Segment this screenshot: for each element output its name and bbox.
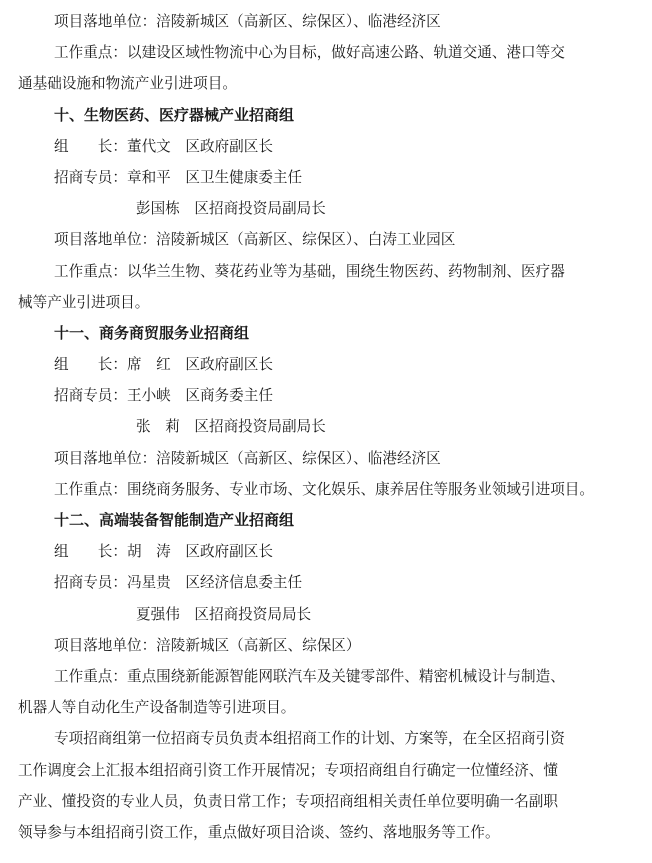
text-line-project-site-12: 项目落地单位：涪陵新城区（高新区、综保区） [54, 636, 361, 654]
text-line-leader-10: 组 长：董代文 区政府副区长 [54, 137, 273, 155]
text-line-closing-4: 领导参与本组招商引资工作，重点做好项目洽谈、签约、落地服务等工作。 [18, 823, 500, 841]
text-line-focus-12a: 工作重点：重点围绕新能源智能网联汽车及关键零部件、精密机械设计与制造、 [54, 667, 565, 685]
text-line-project-site-1: 项目落地单位：涪陵新城区（高新区、综保区）、临港经济区 [54, 13, 441, 30]
text-line-commissioner-11b: 张 莉 区招商投资局副局长 [136, 418, 326, 436]
text-line-commissioner-12a: 招商专员：冯星贵 区经济信息委主任 [54, 574, 303, 592]
section-heading-10: 十、生物医药、医疗器械产业招商组 [54, 105, 295, 124]
text-line-commissioner-11a: 招商专员：王小峡 区商务委主任 [54, 387, 273, 405]
text-line-closing-1: 专项招商组第一位招商专员负责本组招商工作的计划、方案等，在全区招商引资 [54, 730, 565, 748]
text-line-focus-1b: 通基础设施和物流产业引进项目。 [18, 75, 237, 93]
text-line-closing-3: 产业、懂投资的专业人员，负责日常工作；专项招商组相关责任单位要明确一名副职 [18, 792, 558, 810]
text-line-focus-10a: 工作重点：以华兰生物、葵花药业等为基础，围绕生物医药、药物制剂、医疗器 [54, 262, 565, 280]
text-line-focus-1a: 工作重点：以建设区域性物流中心为目标，做好高速公路、轨道交通、港口等交 [54, 44, 565, 62]
text-line-project-site-11: 项目落地单位：涪陵新城区（高新区、综保区）、临港经济区 [54, 449, 441, 467]
text-line-leader-11: 组 长：席 红 区政府副区长 [54, 356, 273, 374]
text-line-focus-10b: 械等产业引进项目。 [18, 293, 150, 311]
text-line-focus-12b: 机器人等自动化生产设备制造等引进项目。 [18, 699, 296, 717]
section-heading-12: 十二、高端装备智能制造产业招商组 [54, 511, 295, 529]
text-line-closing-2: 工作调度会上汇报本组招商引资工作开展情况；专项招商组自行确定一位懂经济、懂 [18, 761, 558, 779]
text-line-focus-11: 工作重点：围绕商务服务、专业市场、文化娱乐、康养居住等服务业领域引进项目。 [54, 480, 594, 498]
text-line-commissioner-12b: 夏强伟 区招商投资局局长 [136, 605, 312, 623]
text-line-commissioner-10a: 招商专员：章和平 区卫生健康委主任 [54, 168, 303, 186]
text-line-commissioner-10b: 彭国栋 区招商投资局副局长 [136, 200, 326, 218]
section-heading-11: 十一、商务商贸服务业招商组 [54, 323, 250, 342]
text-line-project-site-10: 项目落地单位：涪陵新城区（高新区、综保区）、白涛工业园区 [54, 231, 456, 249]
text-line-leader-12: 组 长：胡 涛 区政府副区长 [54, 543, 273, 561]
